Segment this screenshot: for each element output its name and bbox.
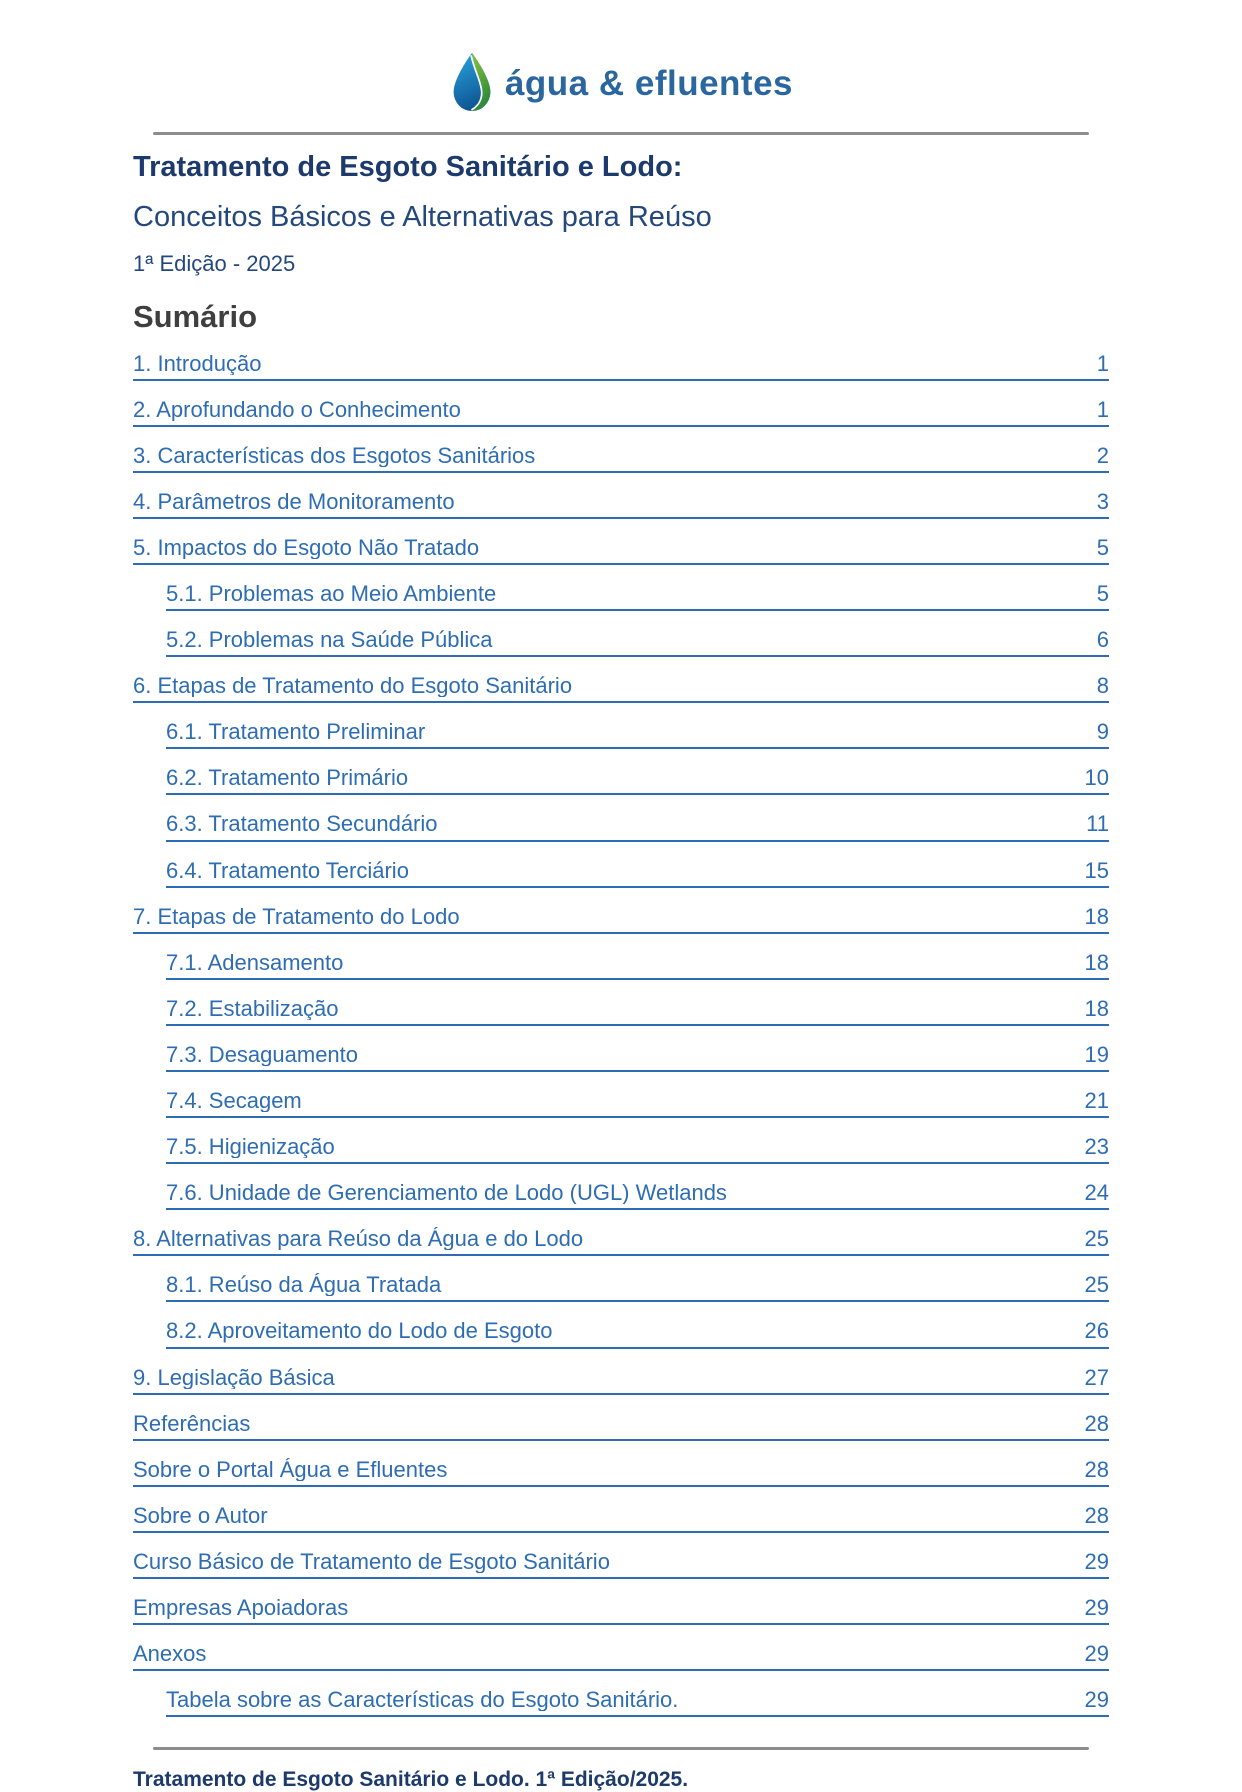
- toc-entry-page-number: 23: [1084, 1134, 1109, 1160]
- toc-entry-label: 7.4. Secagem: [166, 1089, 302, 1113]
- footer-text: Tratamento de Esgoto Sanitário e Lodo. 1ª Edição/2025.: [133, 1768, 689, 1792]
- toc-entry[interactable]: [133, 444, 1109, 473]
- toc-entry[interactable]: [166, 951, 1109, 980]
- toc-entry[interactable]: [166, 1135, 1109, 1164]
- toc-entry[interactable]: [166, 1181, 1109, 1210]
- toc-entry-page-number: 25: [1084, 1226, 1109, 1252]
- toc-entry[interactable]: [133, 398, 1109, 427]
- toc-entry-page-number: 29: [1084, 1641, 1109, 1667]
- toc-entry-label: 3. Características dos Esgotos Sanitários: [133, 443, 536, 467]
- toc-entry[interactable]: [166, 628, 1109, 657]
- toc-entry-page-number: 15: [1084, 857, 1109, 883]
- toc-entry-label: 7.2. Estabilização: [166, 996, 339, 1020]
- toc-entry-label: Tabela sobre as Características do Esgoto Sanitário.: [166, 1688, 679, 1712]
- toc-entry-page-number: 29: [1084, 1595, 1109, 1621]
- toc-entry[interactable]: [133, 1504, 1109, 1533]
- toc-entry-page-number: 8: [1096, 673, 1109, 699]
- toc-entry-page-number: 5: [1096, 534, 1109, 560]
- toc-entry[interactable]: [166, 859, 1109, 888]
- toc-entry-page-number: 9: [1096, 719, 1109, 745]
- toc-entry-page-number: 6: [1096, 627, 1109, 653]
- toc-entry[interactable]: [133, 674, 1109, 703]
- toc-entry[interactable]: [133, 1642, 1109, 1671]
- toc-entry-page-number: 2: [1096, 442, 1109, 468]
- toc-entry[interactable]: [166, 720, 1109, 749]
- toc-entry-page-number: 28: [1084, 1410, 1109, 1436]
- toc-entry-label: Empresas Apoiadoras: [133, 1596, 349, 1620]
- toc-entry[interactable]: [166, 1319, 1109, 1348]
- toc-entry-label: 9. Legislação Básica: [133, 1365, 335, 1389]
- toc-entry-page-number: 3: [1096, 488, 1109, 514]
- toc-entry-page-number: 25: [1084, 1272, 1109, 1298]
- toc-entry-label: Sobre o Portal Água e Efluentes: [133, 1457, 448, 1481]
- toc-entry-page-number: 28: [1084, 1502, 1109, 1528]
- toc-entry-label: 8.2. Aproveitamento do Lodo de Esgoto: [166, 1319, 553, 1343]
- toc-entry-page-number: 21: [1084, 1088, 1109, 1113]
- document-subtitle: Conceitos Básicos e Alternativas para Reúso: [133, 201, 712, 234]
- toc-entry[interactable]: [166, 997, 1109, 1026]
- toc-entry[interactable]: [133, 1227, 1109, 1256]
- footer-divider: [153, 1747, 1089, 1750]
- toc-entry-label: 6. Etapas de Tratamento do Esgoto Sanitário: [133, 674, 573, 698]
- toc-entry-label: 5.2. Problemas na Saúde Pública: [166, 628, 493, 652]
- toc-entry[interactable]: [133, 905, 1109, 934]
- toc-entry-page-number: 11: [1086, 811, 1109, 837]
- toc-entry-label: Anexos: [133, 1642, 207, 1666]
- toc-entry-label: 5. Impactos do Esgoto Não Tratado: [133, 535, 480, 559]
- toc-entry-label: 6.3. Tratamento Secundário: [166, 812, 438, 836]
- edition-label: 1ª Edição - 2025: [133, 250, 296, 276]
- logo: [133, 0, 1109, 118]
- toc-entry[interactable]: [166, 812, 1109, 841]
- toc-entry-label: Sobre o Autor: [133, 1503, 268, 1527]
- toc-entry-page-number: 18: [1084, 995, 1109, 1021]
- toc-entry-label: 2. Aprofundando o Conhecimento: [133, 397, 461, 421]
- toc-entry-label: 6.2. Tratamento Primário: [166, 766, 409, 790]
- toc-entry-label: 4. Parâmetros de Monitoramento: [133, 489, 455, 513]
- toc-entry-page-number: 18: [1084, 903, 1109, 929]
- toc-entry[interactable]: [166, 582, 1109, 611]
- toc-entry-label: 7.3. Desaguamento: [166, 1042, 359, 1066]
- toc-entry-page-number: 10: [1084, 765, 1109, 791]
- toc-entry-label: 7.6. Unidade de Gerenciamento de Lodo (UGL) Wetlands: [166, 1181, 727, 1205]
- toc-entry[interactable]: [133, 1550, 1109, 1579]
- toc-entry-page-number: 24: [1084, 1180, 1109, 1206]
- toc-entry[interactable]: [133, 536, 1109, 565]
- toc-entry-page-number: 1: [1096, 396, 1109, 422]
- water-drop-icon: [449, 51, 495, 113]
- document-title: Tratamento de Esgoto Sanitário e Lodo:: [133, 151, 683, 183]
- toc-entry-label: 7.1. Adensamento: [166, 950, 344, 974]
- toc-entry[interactable]: [166, 1273, 1109, 1302]
- toc-entry-page-number: 26: [1084, 1318, 1109, 1344]
- toc-entry[interactable]: [133, 490, 1109, 519]
- toc-entry-label: 6.1. Tratamento Preliminar: [166, 720, 426, 744]
- toc-entry[interactable]: [166, 1089, 1109, 1118]
- toc-entry[interactable]: [133, 1458, 1109, 1487]
- toc-entry-page-number: 29: [1084, 1548, 1109, 1574]
- toc-entry[interactable]: [166, 1043, 1109, 1072]
- toc-entry-page-number: 19: [1084, 1041, 1109, 1067]
- logo-text: água & efluentes: [504, 64, 794, 103]
- toc-entry-page-number: 28: [1084, 1456, 1109, 1482]
- toc-entry-page-number: 27: [1084, 1364, 1109, 1390]
- toc-entry-page-number: 29: [1084, 1687, 1109, 1713]
- header-divider: [153, 132, 1089, 135]
- toc-entry[interactable]: [133, 352, 1109, 381]
- toc-entry-page-number: 5: [1096, 580, 1109, 606]
- toc-entry-label: 8.1. Reúso da Água Tratada: [166, 1273, 442, 1297]
- toc-entry[interactable]: [133, 1366, 1109, 1395]
- toc-entry-label: Referências: [133, 1411, 251, 1435]
- toc-entry-label: Curso Básico de Tratamento de Esgoto Sanitário: [133, 1549, 610, 1574]
- toc-entry-label: 1. Introdução: [133, 351, 262, 375]
- toc-entry-page-number: 18: [1084, 949, 1109, 975]
- toc-entry-label: 7.5. Higienização: [166, 1135, 335, 1159]
- toc-entry-page-number: 1: [1096, 350, 1109, 376]
- table-of-contents: [133, 352, 1109, 1718]
- toc-entry[interactable]: [133, 1412, 1109, 1441]
- toc-entry[interactable]: [166, 1688, 1109, 1717]
- toc-entry-label: 8. Alternativas para Reúso da Água e do Lodo: [133, 1227, 584, 1251]
- toc-entry-label: 5.1. Problemas ao Meio Ambiente: [166, 581, 497, 606]
- toc-entry[interactable]: [133, 1596, 1109, 1625]
- toc-entry[interactable]: [166, 766, 1109, 795]
- toc-heading: Sumário: [133, 298, 258, 334]
- toc-entry-label: 7. Etapas de Tratamento do Lodo: [133, 904, 460, 928]
- toc-entry-label: 6.4. Tratamento Terciário: [166, 858, 409, 882]
